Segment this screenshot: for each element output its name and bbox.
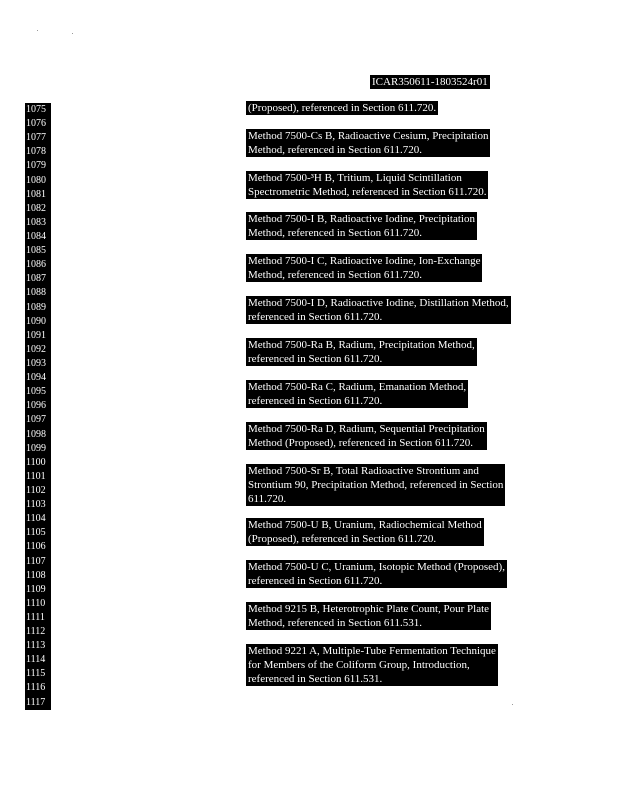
- line-number: 1117: [26, 696, 46, 708]
- line-number: 1096: [26, 400, 46, 412]
- entry-line: Method 7500-I B, Radioactive Iodine, Precipitation: [248, 213, 475, 225]
- scan-speck: [72, 33, 73, 34]
- entry-block: [246, 560, 507, 588]
- line-number: 1085: [26, 245, 46, 257]
- entry-line: Method 7500-I D, Radioactive Iodine, Distillation Method,: [248, 297, 509, 309]
- line-number: 1113: [26, 640, 46, 652]
- line-number: 1101: [26, 470, 46, 482]
- entry-line: Method (Proposed), referenced in Section 611.720.: [248, 437, 474, 449]
- entry-line: Method 7500-Ra B, Radium, Precipitation Method,: [248, 339, 475, 351]
- line-number: 1075: [26, 104, 46, 115]
- line-number: 1081: [26, 188, 46, 200]
- entry-line: Method 7500-I C, Radioactive Iodine, Ion-Exchange: [248, 255, 481, 267]
- entry-line: referenced in Section 611.531.: [248, 673, 383, 685]
- entry-block: [246, 129, 490, 157]
- line-number: 1103: [26, 499, 46, 511]
- entry-line: referenced in Section 611.720.: [248, 575, 383, 587]
- line-number: 1108: [26, 569, 46, 581]
- entry-line: referenced in Section 611.720.: [248, 353, 383, 365]
- entry-line: Method 7500-U B, Uranium, Radiochemical Method: [248, 519, 482, 531]
- line-number: 1078: [26, 146, 46, 158]
- line-number: 1095: [26, 386, 46, 398]
- document-id: ICAR350611-1803524r01: [372, 76, 488, 88]
- line-number: 1079: [26, 160, 46, 172]
- line-number: 1107: [26, 555, 46, 567]
- line-number: 1098: [26, 428, 46, 440]
- entry-line: Method, referenced in Section 611.720.: [248, 269, 423, 281]
- line-number: 1093: [26, 357, 46, 369]
- entry-line: Method 7500-Ra C, Radium, Emanation Method,: [248, 381, 467, 393]
- entry-line: Method 9215 B, Heterotrophic Plate Count, Pour Plate: [248, 603, 490, 615]
- entry-block: [246, 644, 498, 686]
- entry-line: referenced in Section 611.720.: [248, 395, 383, 407]
- line-number: 1105: [26, 527, 46, 539]
- line-number: 1102: [26, 484, 46, 496]
- scan-speck: [512, 704, 513, 705]
- entry-block: [246, 101, 438, 115]
- line-number: 1089: [26, 301, 46, 313]
- line-number: 1083: [26, 216, 46, 228]
- entry-block: [246, 254, 482, 282]
- entry-line: Method 7500-³H B, Tritium, Liquid Scintillation: [248, 172, 462, 184]
- line-number: 1097: [26, 414, 46, 426]
- line-number: 1109: [26, 583, 46, 595]
- entry-block: [246, 212, 477, 240]
- line-number: 1111: [26, 611, 45, 623]
- entry-line: Strontium 90, Precipitation Method, referenced in Section: [248, 479, 504, 491]
- entry-line: Method 9221 A, Multiple-Tube Fermentation Technique: [248, 645, 496, 657]
- line-number: 1090: [26, 315, 46, 327]
- entry-block: [246, 338, 477, 366]
- entry-line: Method 7500-U C, Uranium, Isotopic Method (Proposed),: [248, 561, 505, 573]
- line-number: 1114: [26, 654, 46, 666]
- entry-block: [246, 464, 505, 506]
- line-number-column: [25, 103, 51, 710]
- line-number: 1092: [26, 343, 46, 355]
- line-number: 1088: [26, 287, 46, 299]
- entry-line: (Proposed), referenced in Section 611.720.: [248, 533, 437, 545]
- entry-line: Method 7500-Sr B, Total Radioactive Strontium and: [248, 465, 479, 477]
- line-number: 1106: [26, 541, 46, 553]
- entry-line: Spectrometric Method, referenced in Section 611.720.: [248, 186, 487, 198]
- scan-speck: [37, 30, 38, 31]
- entry-block: [246, 380, 468, 408]
- line-number: 1077: [26, 132, 46, 144]
- entry-block: [246, 518, 484, 546]
- line-number: 1100: [26, 456, 46, 468]
- line-number: 1116: [26, 682, 46, 694]
- line-number: 1094: [26, 372, 46, 384]
- entry-line: Method, referenced in Section 611.531.: [248, 617, 423, 629]
- line-number: 1099: [26, 442, 46, 454]
- entry-line: Method, referenced in Section 611.720.: [248, 227, 423, 239]
- entry-line: 611.720.: [248, 493, 287, 505]
- line-number: 1112: [26, 626, 46, 638]
- entry-line: referenced in Section 611.720.: [248, 311, 383, 323]
- line-number: 1091: [26, 329, 46, 341]
- line-number: 1087: [26, 273, 46, 285]
- line-number: 1104: [26, 513, 46, 525]
- line-number: 1080: [26, 174, 46, 186]
- line-number: 1084: [26, 230, 46, 242]
- entry-block: [246, 296, 511, 324]
- entry-block: [246, 171, 488, 199]
- line-number: 1086: [26, 259, 46, 271]
- line-number: 1082: [26, 202, 46, 214]
- entry-block: [246, 602, 491, 630]
- line-number: 1110: [26, 597, 46, 609]
- line-number: 1076: [26, 118, 46, 130]
- entry-line: Method 7500-Cs B, Radioactive Cesium, Precipitation: [248, 130, 489, 142]
- entry-line: Method 7500-Ra D, Radium, Sequential Precipitation: [248, 423, 485, 435]
- entry-line: Method, referenced in Section 611.720.: [248, 144, 423, 156]
- line-number: 1115: [26, 668, 46, 680]
- entry-line: for Members of the Coliform Group, Introduction,: [248, 659, 470, 671]
- entry-line: (Proposed), referenced in Section 611.720.: [248, 102, 437, 114]
- entry-block: [246, 422, 487, 450]
